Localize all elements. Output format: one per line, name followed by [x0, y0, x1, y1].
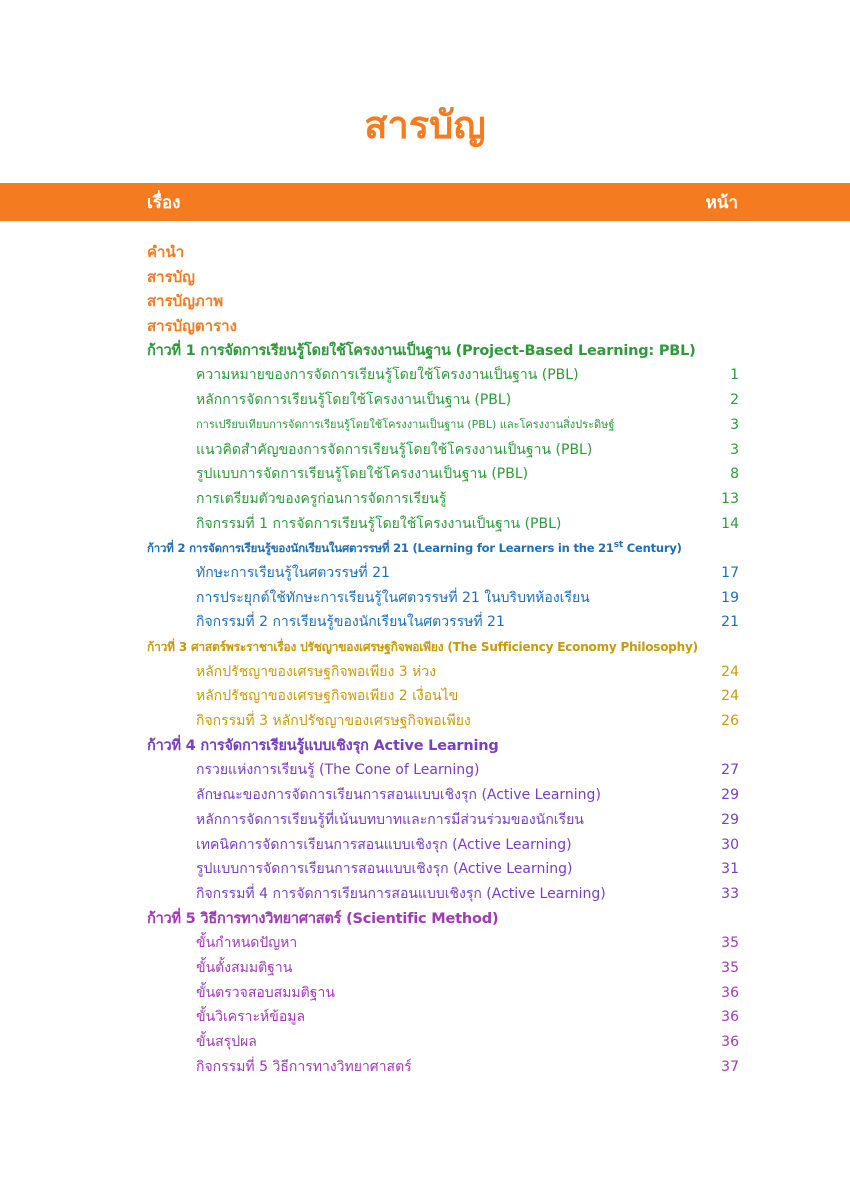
toc-entry-text: แนวคิดสำคัญของการจัดการเรียนรู้โดยใช้โครงงานเป็นฐาน (PBL) — [196, 441, 593, 458]
toc-header-topic: เรื่อง — [147, 192, 181, 213]
toc-front-item[interactable] — [0, 289, 850, 314]
toc-entry-text: ลักษณะของการจัดการเรียนการสอนแบบเชิงรุก (Active Learning) — [196, 787, 601, 804]
toc-entry-text: ความหมายของการจัดการเรียนรู้โดยใช้โครงงานเป็นฐาน (PBL) — [196, 367, 579, 384]
toc-entry-page: 26 — [721, 713, 739, 730]
toc-entry[interactable] — [0, 487, 850, 512]
toc-entry-page: 19 — [721, 589, 739, 606]
toc-front-label: คำนำ — [147, 243, 185, 261]
toc-entry-text: การประยุกต์ใช้ทักษะการเรียนรู้ในศตวรรษที่ 21 ในบริบทห้องเรียน — [196, 589, 590, 606]
toc-entry-page: 36 — [721, 1009, 739, 1026]
toc-entry[interactable] — [0, 882, 850, 907]
toc-entry[interactable] — [0, 857, 850, 882]
toc-entry-page: 33 — [721, 885, 739, 902]
toc-entry-text: หลักปรัชญาของเศรษฐกิจพอเพียง 3 ห่วง — [196, 663, 437, 680]
table-of-contents — [0, 240, 850, 1079]
toc-front-item[interactable] — [0, 265, 850, 290]
toc-entry-text: ขั้นสรุปผล — [196, 1034, 257, 1050]
toc-entry-page: 24 — [721, 688, 739, 705]
toc-entry-text: ขั้นตรวจสอบสมมติฐาน — [196, 984, 335, 1001]
toc-entry-page: 36 — [721, 984, 739, 1001]
toc-entry[interactable] — [0, 1055, 850, 1080]
toc-entry-page: 37 — [721, 1058, 739, 1075]
toc-entry[interactable] — [0, 388, 850, 413]
toc-entry-page: 21 — [721, 614, 739, 631]
toc-entry-page: 36 — [721, 1034, 739, 1050]
toc-entry[interactable] — [0, 363, 850, 388]
toc-entry[interactable] — [0, 783, 850, 808]
toc-unit-heading[interactable] — [0, 339, 850, 364]
toc-entry[interactable] — [0, 512, 850, 537]
toc-entry-text: รูปแบบการจัดการเรียนรู้โดยใช้โครงงานเป็นฐาน (PBL) — [196, 466, 529, 483]
toc-entry-page: 29 — [721, 811, 739, 828]
toc-entry-page: 35 — [721, 935, 739, 952]
toc-entry[interactable] — [0, 684, 850, 709]
toc-entry-page: 8 — [730, 466, 739, 483]
toc-entry-page: 13 — [721, 490, 739, 507]
toc-entry[interactable] — [0, 413, 850, 438]
toc-entry[interactable] — [0, 956, 850, 981]
toc-entry-text: รูปแบบการจัดการเรียนการสอนแบบเชิงรุก (Active Learning) — [196, 861, 573, 878]
toc-entry-page: 27 — [721, 762, 739, 779]
toc-entry-text: เทคนิคการจัดการเรียนการสอนแบบเชิงรุก (Active Learning) — [196, 836, 572, 853]
toc-entry-text: ทักษะการเรียนรู้ในศตวรรษที่ 21 — [196, 564, 390, 581]
toc-entry[interactable] — [0, 833, 850, 858]
toc-entry-text: หลักปรัชญาของเศรษฐกิจพอเพียง 2 เงื่อนไข — [196, 688, 459, 705]
toc-front-label: สารบัญภาพ — [147, 292, 224, 311]
unit-heading-text — [147, 536, 682, 561]
toc-front-label: สารบัญตาราง — [147, 317, 237, 336]
toc-unit-heading[interactable] — [0, 635, 850, 660]
toc-entry-page: 29 — [721, 787, 739, 804]
toc-entry-text: กิจกรรมที่ 1 การจัดการเรียนรู้โดยใช้โครงงานเป็นฐาน (PBL) — [196, 515, 562, 532]
unit-heading-text: ก้าวที่ 1 การจัดการเรียนรู้โดยใช้โครงงานเป็นฐาน (Project-Based Learning: PBL) — [147, 342, 696, 359]
toc-entry-page: 14 — [721, 515, 739, 532]
toc-header-page: หน้า — [705, 192, 738, 213]
unit-heading-superscript: st — [613, 540, 623, 551]
toc-entry-page: 1 — [730, 367, 739, 384]
toc-header-bar — [0, 183, 850, 221]
unit-heading-text: ก้าวที่ 5 วิธีการทางวิทยาศาสตร์ (Scientific Method) — [147, 910, 499, 927]
toc-entry-text: การเตรียมตัวของครูก่อนการจัดการเรียนรู้ — [196, 490, 447, 507]
toc-entry-text: การเปรียบเทียบการจัดการเรียนรู้โดยใช้โครงงานเป็นฐาน (PBL) และโครงงานสิ่งประดิษฐ์ — [196, 417, 615, 431]
toc-entry[interactable] — [0, 438, 850, 463]
unit-heading-tail: Century) — [623, 541, 682, 556]
toc-entry-page: 3 — [730, 416, 739, 433]
toc-entry-text: กิจกรรมที่ 3 หลักปรัชญาของเศรษฐกิจพอเพียง — [196, 713, 471, 730]
toc-entry-page: 24 — [721, 663, 739, 680]
toc-unit-heading[interactable] — [0, 907, 850, 932]
toc-entry[interactable] — [0, 462, 850, 487]
toc-entry-page: 31 — [721, 861, 739, 878]
toc-entry-page: 35 — [721, 959, 739, 976]
toc-entry[interactable] — [0, 660, 850, 685]
toc-entry-page: 17 — [721, 564, 739, 581]
toc-entry-text: กิจกรรมที่ 5 วิธีการทางวิทยาศาสตร์ — [196, 1058, 412, 1075]
page-title: สารบัญ — [364, 103, 486, 147]
toc-entry-text: กรวยแห่งการเรียนรู้ (The Cone of Learning) — [196, 762, 480, 779]
toc-entry[interactable] — [0, 981, 850, 1006]
toc-entry-text: กิจกรรมที่ 2 การเรียนรู้ของนักเรียนในศตวรรษที่ 21 — [196, 614, 505, 631]
toc-entry-page: 30 — [721, 836, 739, 853]
toc-unit-heading[interactable] — [0, 734, 850, 759]
toc-entry-text: หลักการจัดการเรียนรู้ที่เน้นบทบาทและการมีส่วนร่วมของนักเรียน — [196, 811, 584, 828]
toc-entry[interactable] — [0, 808, 850, 833]
toc-entry[interactable] — [0, 931, 850, 956]
toc-entry[interactable] — [0, 709, 850, 734]
toc-front-label: สารบัญ — [147, 267, 195, 286]
unit-heading-main: ก้าวที่ 2 การจัดการเรียนรู้ของนักเรียนในศตวรรษที่ 21 (Learning for Learners in the 21 — [147, 541, 614, 556]
toc-entry[interactable] — [0, 586, 850, 611]
unit-heading-text: ก้าวที่ 4 การจัดการเรียนรู้แบบเชิงรุก Active Learning — [147, 737, 499, 754]
toc-entry-text: หลักการจัดการเรียนรู้โดยใช้โครงงานเป็นฐาน (PBL) — [196, 392, 512, 409]
toc-entry[interactable] — [0, 1030, 850, 1055]
toc-entry[interactable] — [0, 610, 850, 635]
unit-heading-text: ก้าวที่ 3 ศาสตร์พระราชาเรื่อง ปรัชญาของเศรษฐกิจพอเพียง (The Sufficiency Economy Philosophy) — [147, 640, 698, 654]
toc-front-item[interactable] — [0, 314, 850, 339]
toc-entry-text: กิจกรรมที่ 4 การจัดการเรียนการสอนแบบเชิงรุก (Active Learning) — [196, 885, 606, 902]
toc-entry-text: ขั้นวิเคราะห์ข้อมูล — [196, 1009, 306, 1026]
toc-entry[interactable] — [0, 758, 850, 783]
toc-entry[interactable] — [0, 1005, 850, 1030]
toc-entry-text: ขั้นกำหนดปัญหา — [196, 935, 298, 952]
toc-entry[interactable] — [0, 561, 850, 586]
toc-entry-page: 2 — [730, 392, 739, 409]
toc-front-item[interactable] — [0, 240, 850, 265]
toc-entry-text: ขั้นตั้งสมมติฐาน — [196, 959, 293, 976]
toc-entry-page: 3 — [730, 441, 739, 458]
toc-unit-heading[interactable] — [0, 536, 850, 561]
